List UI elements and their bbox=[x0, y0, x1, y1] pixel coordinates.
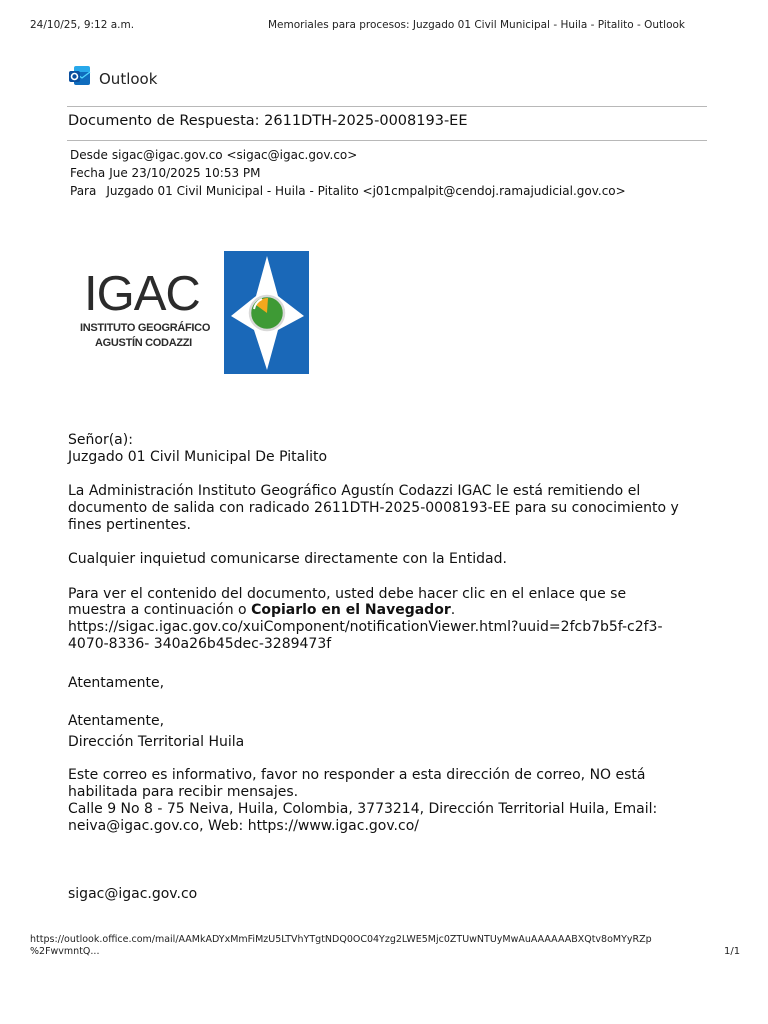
document-link-line2[interactable]: 4070-8336- 340a26b45dec-3289473f bbox=[68, 636, 332, 652]
document-link[interactable]: https://sigac.igac.gov.co/xuiComponent/notificationViewer.html?uuid=2fcb7b5f-c2f3- bbox=[68, 619, 663, 635]
to-value[interactable]: Juzgado 01 Civil Municipal - Huila - Pitalito <j01cmpalpit@cendoj.ramajudicial.gov.co> bbox=[106, 184, 626, 198]
sender-footer: sigac@igac.gov.co bbox=[68, 886, 198, 902]
copy-instruction: Copiarlo en el Navegador bbox=[251, 602, 451, 618]
document-link-line1[interactable] bbox=[68, 619, 663, 636]
print-url-line1: https://outlook.office.com/mail/AAMkADYxMmFiMzU5LTVhYTgtNDQ0OC04Yzg2LWE5Mjc0ZTUwNTUyMwAuAAAAAABXQtv8oMYyRZp bbox=[30, 934, 652, 945]
closing-2: Atentamente, bbox=[68, 713, 165, 729]
paragraph-3-line2 bbox=[68, 602, 455, 619]
note-line3: Calle 9 No 8 - 75 Neiva, Huila, Colombia, 3773214, Dirección Territorial Huila, Email: bbox=[68, 801, 658, 817]
paragraph-1-line3: fines pertinentes. bbox=[68, 517, 191, 533]
paragraph-2: Cualquier inquietud comunicarse directamente con la Entidad. bbox=[68, 551, 507, 567]
date-label: Fecha bbox=[70, 166, 106, 180]
email-subject: Documento de Respuesta: 2611DTH-2025-0008193-EE bbox=[68, 113, 468, 129]
date-value: Jue 23/10/2025 10:53 PM bbox=[109, 166, 261, 180]
subject-divider bbox=[67, 140, 707, 141]
paragraph-3-line1: Para ver el contenido del documento, usted debe hacer clic en el enlace que se bbox=[68, 586, 627, 602]
paragraph-3-suffix: . bbox=[450, 602, 456, 618]
print-page-title: Memoriales para procesos: Juzgado 01 Civil Municipal - Huila - Pitalito - Outlook bbox=[268, 19, 686, 31]
app-name: Outlook bbox=[99, 70, 158, 88]
to-row bbox=[70, 184, 626, 198]
print-datetime: 24/10/25, 9:12 a.m. bbox=[30, 19, 135, 31]
from-row bbox=[70, 148, 357, 162]
recipient: Juzgado 01 Civil Municipal De Pitalito bbox=[68, 449, 328, 465]
note-line1: Este correo es informativo, favor no responder a esta dirección de correo, NO está bbox=[68, 767, 646, 783]
print-url-line2: %2FwvmntQ... bbox=[30, 946, 100, 957]
signature: Dirección Territorial Huila bbox=[68, 734, 245, 750]
to-label: Para bbox=[70, 184, 97, 198]
note-line4[interactable]: neiva@igac.gov.co, Web: https://www.igac.gov.co/ bbox=[68, 818, 419, 834]
paragraph-1-line1: La Administración Instituto Geográfico Agustín Codazzi IGAC le está remitiendo el bbox=[68, 483, 641, 499]
outlook-icon bbox=[68, 63, 92, 87]
closing-1: Atentamente, bbox=[68, 675, 165, 691]
logo-line1: INSTITUTO GEOGRÁFICO bbox=[80, 322, 211, 334]
paragraph-3-prefix: muestra a continuación o bbox=[68, 602, 252, 618]
note-line2: habilitada para recibir mensajes. bbox=[68, 784, 299, 800]
logo-line2: AGUSTÍN CODAZZI bbox=[95, 337, 192, 349]
salutation: Señor(a): bbox=[68, 432, 133, 448]
date-row bbox=[70, 166, 261, 180]
header-divider bbox=[67, 106, 707, 107]
from-value[interactable]: sigac@igac.gov.co <sigac@igac.gov.co> bbox=[111, 148, 358, 162]
logo-acronym: IGAC bbox=[84, 267, 200, 321]
from-label: Desde bbox=[70, 148, 108, 162]
paragraph-1-line2: documento de salida con radicado 2611DTH-2025-0008193-EE para su conocimiento y bbox=[68, 500, 679, 516]
print-page-number: 1/1 bbox=[724, 946, 741, 957]
